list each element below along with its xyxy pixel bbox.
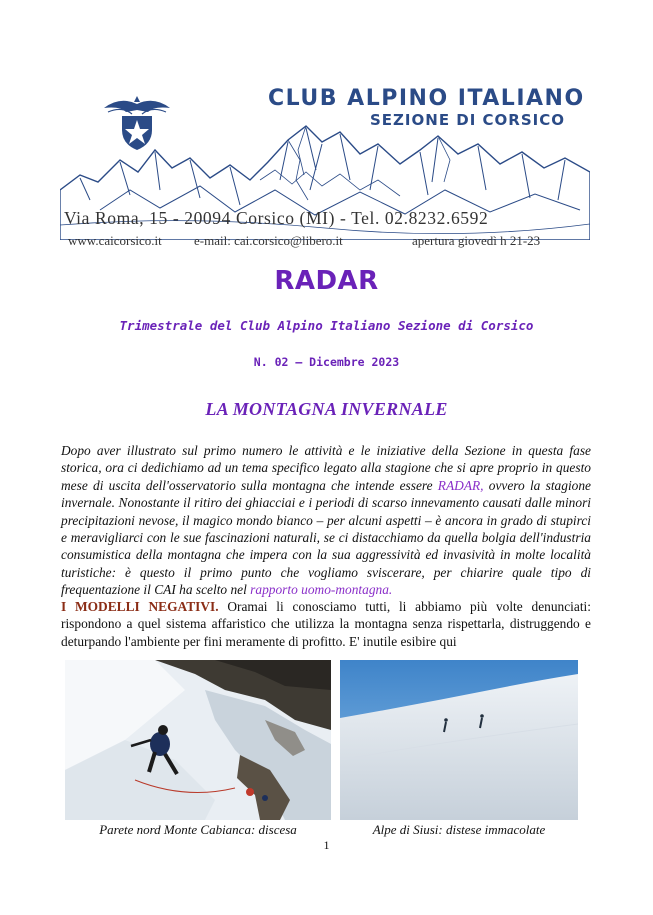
climber-descent-image xyxy=(65,660,331,820)
photo-caption-left: Parete nord Monte Cabianca: discesa xyxy=(99,822,297,837)
club-name: CLUB ALPINO ITALIANO xyxy=(268,86,585,111)
intro-paragraph xyxy=(61,442,591,599)
address-line: Via Roma, 15 - 20094 Corsico (MI) - Tel. 02.8232.6592 xyxy=(64,208,489,228)
letterhead xyxy=(60,84,590,254)
cai-eagle-star-emblem xyxy=(102,90,172,152)
intro-text-part2: ovvero la stagione invernale. Nonostante il ritiro dei ghiacciai e i periodi di scarso innevamento causati dalle minori precipitazioni nevose, il magico mondo bianco – per alcuni aspetti – è ancora in grado di stupirci e meravigliarci con le sue fascinazioni naturali, se ci distacchiamo da quella bolgia dell'industria consumistica della montagna che impera con la sua aggressività ed invasività in molte località turistiche: è questo il primo punto che vogliamo sviscerare, per chiarire quale tipo di frequentazione il CAI ha scelto nel xyxy=(61,477,591,598)
rapporto-uomo-montagna-link[interactable]: rapporto uomo-montagna. xyxy=(250,582,393,598)
email-link[interactable]: e-mail: cai.corsico@libero.it xyxy=(194,233,343,248)
photo-monte-cabianca xyxy=(65,660,331,820)
article-title: LA MONTAGNA INVERNALE xyxy=(205,399,448,419)
issue-number: N. 02 – Dicembre 2023 xyxy=(253,355,400,369)
negative-models-paragraph xyxy=(61,598,591,650)
radar-link[interactable]: RADAR, xyxy=(437,477,484,493)
photo-caption-right: Alpe di Siusi: distese immacolate xyxy=(372,822,546,837)
section-text: Oramai li conosciamo tutti, li abbiamo più volte denunciati: rispondono a quel sistema affaristico che utilizza la montagna senza rispettarla, distruggendo e deturpando l'ambiente per fini meramente di profitto. E' inutile esibire qui xyxy=(61,599,591,649)
section-heading: I MODELLI NEGATIVI. xyxy=(61,599,219,614)
section-name: SEZIONE DI CORSICO xyxy=(370,111,565,129)
photo-alpe-di-siusi xyxy=(340,660,578,820)
contact-line xyxy=(68,233,540,249)
intro-text-part1: Dopo aver illustrato sul primo numero le attività e le iniziative della Sezione in questa fase storica, ora ci dedichiamo ad un tema specifico legato alla stagione che si apre proprio in questo mese di uscita dell'osservatorio sulla montagna che intende essere xyxy=(61,443,591,493)
newsletter-subtitle: Trimestrale del Club Alpino Italiano Sezione di Corsico xyxy=(119,318,534,333)
newsletter-title: RADAR xyxy=(274,266,379,296)
snowfield-image xyxy=(340,660,578,820)
opening-hours: apertura giovedì h 21-23 xyxy=(412,233,541,248)
page-number: 1 xyxy=(323,838,330,852)
website-link[interactable]: www.caicorsico.it xyxy=(68,233,162,248)
